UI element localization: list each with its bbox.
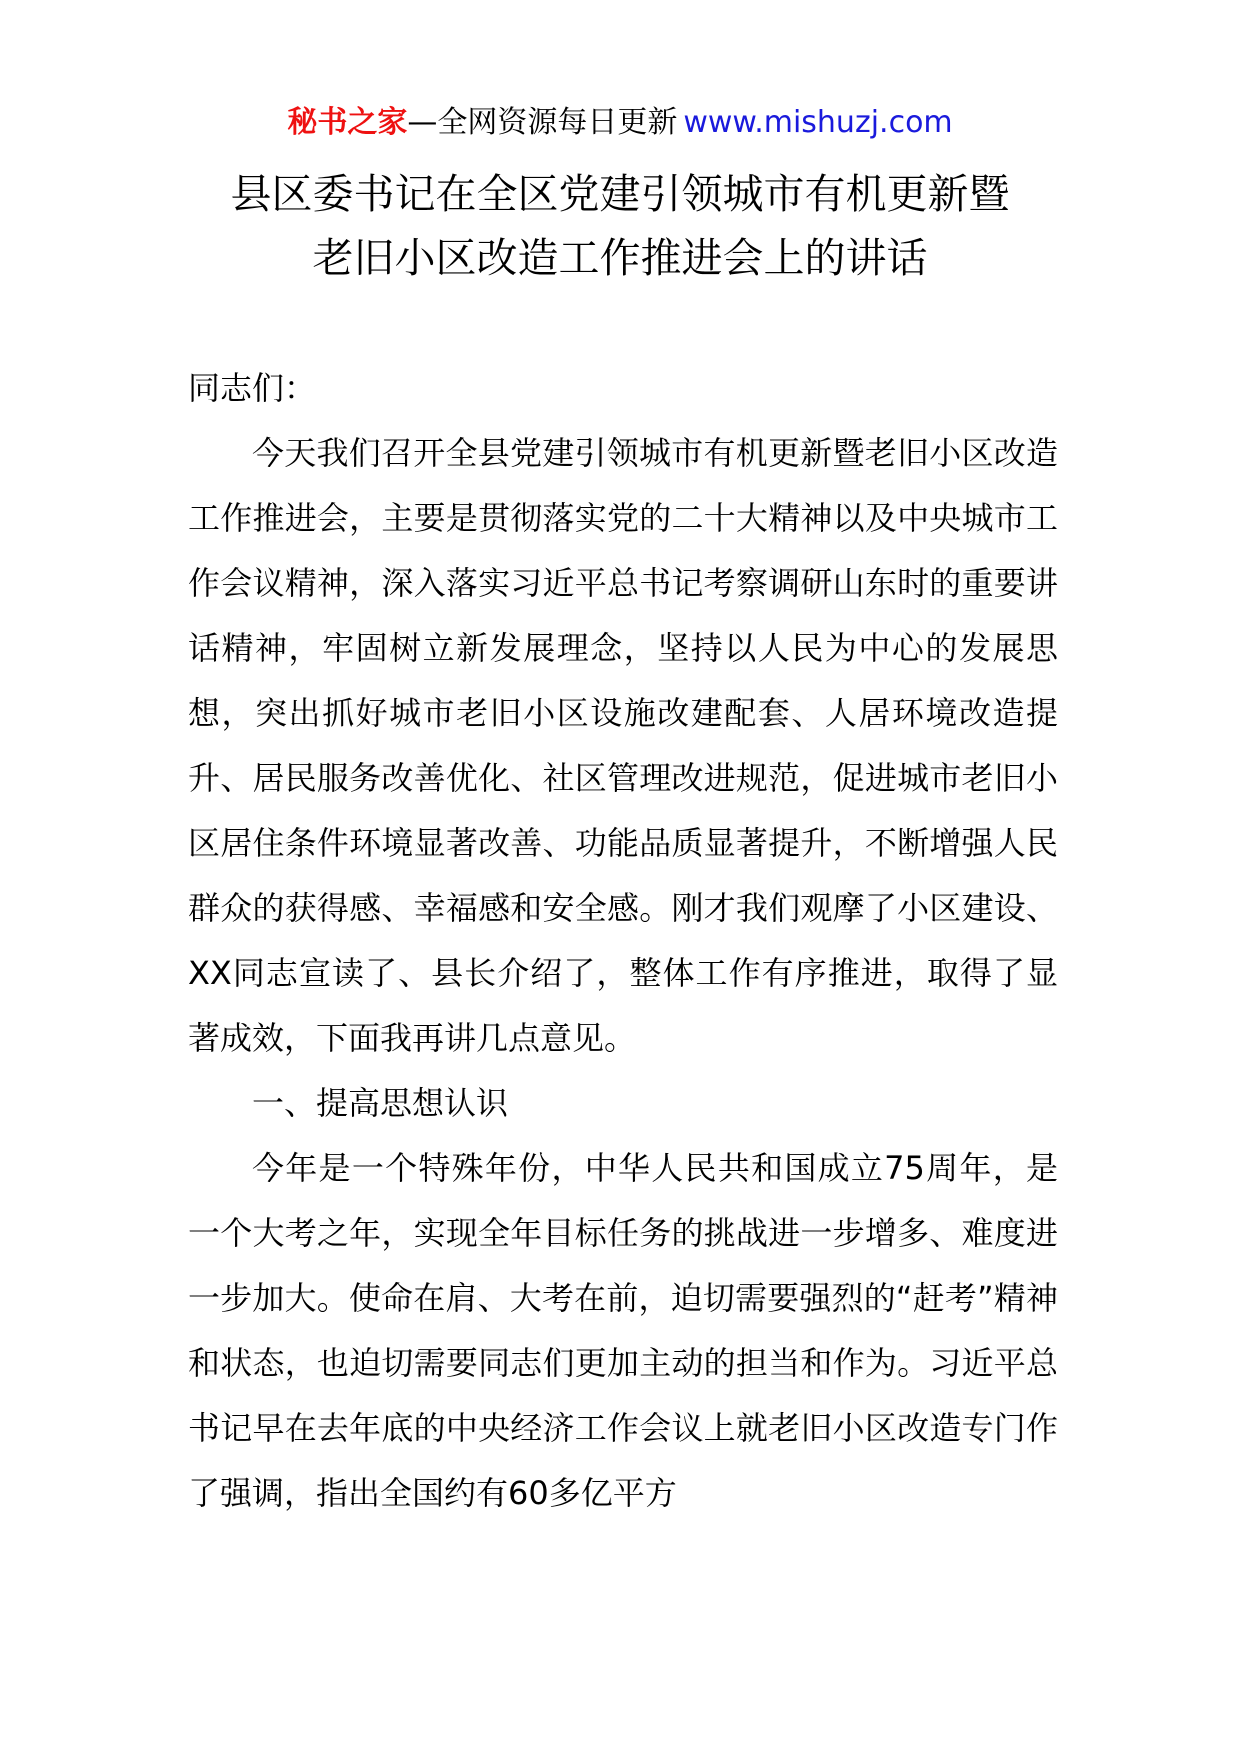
brand-name: 秘书之家 [287,105,408,140]
title-line-2: 老旧小区改造工作推进会上的讲话 [312,234,928,282]
body-paragraph-1: 今天我们召开全县党建引领城市有机更新暨老旧小区改造工作推进会，主要是贯彻落实党的二十大精神以及中央城市工作会议精神，深入落实习近平总书记考察调研山东时的重要讲话精神，牢固树立新发展理念，坚持以人民为中心的发展思想，突出抓好城市老旧小区设施改建配套、人居环境改造提升、居民服务改善优化、社区管理改进规范，促进城市老旧小区居住条件环境显著改善、功能品质显著提升，不断增强人民群众的获得感、幸福感和安全感。刚才我们观摩了小区建设、XX同志宣读了、县长介绍了，整体工作有序推进，取得了显著成效，下面我再讲几点意见。 [188,434,1058,1057]
salutation: 同志们： [188,369,317,407]
site-header [0,100,1240,146]
section-heading-1: 一、提高思想认识 [252,1084,509,1122]
site-url-link[interactable]: www.mishuzj.com [683,105,953,140]
document-body [188,356,1058,1526]
header-tagline: —全网资源每日更新 [407,105,678,140]
document-title [0,162,1240,290]
body-paragraph-2: 今年是一个特殊年份，中华人民共和国成立75周年，是一个大考之年，实现全年目标任务的挑战进一步增多、难度进一步加大。使命在肩、大考在前，迫切需要强烈的“赶考”精神和状态，也迫切需要同志们更加主动的担当和作为。习近平总书记早在去年底的中央经济工作会议上就老旧小区改造专门作了强调，指出全国约有60多亿平方 [188,1149,1058,1512]
title-line-1: 县区委书记在全区党建引领城市有机更新暨 [230,170,1010,218]
